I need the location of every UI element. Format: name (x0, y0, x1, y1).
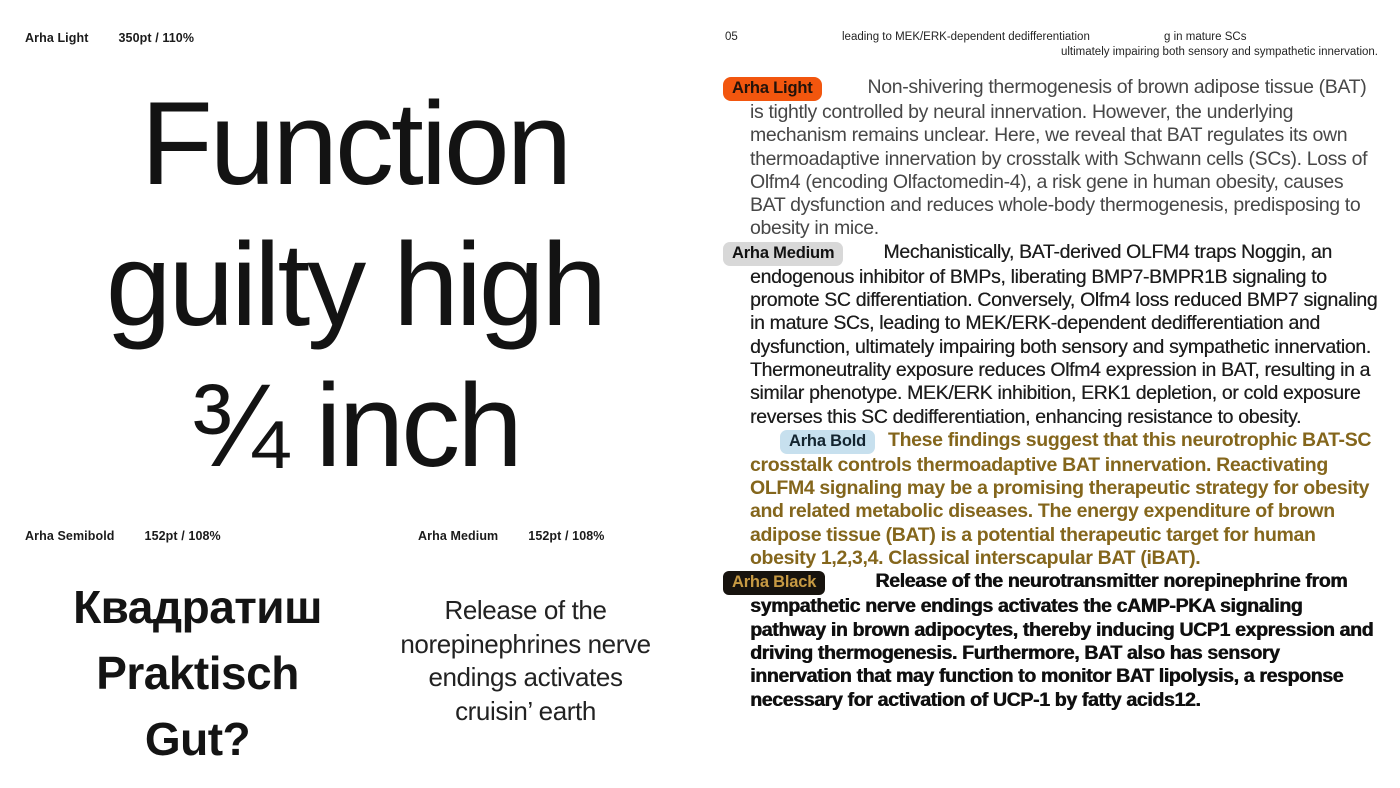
paragraph-medium (732, 240, 1380, 429)
display-line: Praktisch (96, 647, 299, 699)
display-line: guilty high (105, 219, 605, 351)
spec-label-light (25, 31, 194, 45)
display-line: Function (140, 78, 570, 210)
size-spec: 152pt / 108% (144, 529, 221, 543)
paragraph-black (732, 570, 1380, 711)
display-line: Квадратиш (73, 581, 322, 633)
paragraph-text: Mechanistically, BAT-derived OLFM4 traps Noggin, an endogenous inhibitor of BMPs, liberating BMP7-BMPR1B signaling to promote SC differentiation. Conversely, Olfm4 loss reduced BMP7 signaling in mature SCs, leading to MEK/ERK-dependent dedifferentiation and dysfunction, ultimately impairing both sensory and sympathetic innervation. Thermoneutrality exposure reduces Olfm4 expression in BAT, resulting in a similar phenotype. MEK/ERK inhibition, ERK1 depletion, or cold exposure reverses this SC dedifferentiation, enhancing resistance to obesity. (750, 240, 1378, 428)
display-sample-medium: Release of the norepinephrines nerve endings activates cruisin’ earth (400, 595, 651, 726)
header-fragment: leading to MEK/ERK-dependent dedifferentiation (842, 31, 1090, 43)
weight-name: Arha Light (25, 31, 89, 45)
paragraph-light (732, 76, 1380, 241)
paragraph-text: Release of the neurotransmitter norepinephrine from sympathetic nerve endings activates the cAMP-PKA signaling pathway in brown adipocytes, thereby inducing UCP1 expression and driving thermogenesis. Furthermore, BAT also has sensory innervation that may function to monitor BAT lipolysis, a response necessary for activation of UCP-1 by fatty acids12. (750, 570, 1374, 711)
weight-tag-arha-light: Arha Light (723, 77, 822, 101)
display-sample-semibold (10, 574, 385, 772)
weight-tag-arha-bold: Arha Bold (780, 430, 875, 454)
running-header (723, 31, 1378, 67)
specimen-text-column (723, 76, 1380, 712)
spec-label-semibold (25, 529, 221, 543)
paragraph-text: These findings suggest that this neurotrophic BAT-SC crosstalk controls thermoadaptive BAT innervation. Reactivating OLFM4 signaling may be a promising therapeutic strategy for obesity and related metabolic diseases. The energy expenditure of brown adipose tissue (BAT) is a potential therapeutic target for human obesity 1,2,3,4. Classical interscapular BAT (iBAT). (750, 428, 1372, 570)
weight-tag-arha-medium: Arha Medium (723, 242, 843, 266)
header-fragment: g in mature SCs (1164, 31, 1247, 43)
weight-name: Arha Semibold (25, 529, 115, 543)
spec-label-medium (418, 529, 605, 543)
paragraph-bold (750, 429, 1380, 570)
display-line: ¾ inch (190, 360, 520, 492)
weight-tag-arha-black: Arha Black (723, 571, 825, 595)
display-sample-light (10, 74, 700, 497)
paragraph-text: Non-shivering thermogenesis of brown adipose tissue (BAT) is tightly controlled by neural innervation. However, the underlying mechanism remains unclear. Here, we reveal that BAT regulates its own thermoadaptive innervation by crosstalk with Schwann cells (SCs). Loss of Olfm4 (encoding Olfactomedin-4), a risk gene in human obesity, causes BAT dysfunction and reduces whole-body thermogenesis, predisposing to obesity in mice. (750, 76, 1368, 240)
display-line: Gut? (144, 713, 251, 765)
size-spec: 350pt / 110% (118, 31, 195, 45)
size-spec: 152pt / 108% (528, 529, 605, 543)
page-number: 05 (725, 31, 738, 43)
header-fragment: ultimately impairing both sensory and sympathetic innervation. (1060, 46, 1378, 58)
weight-name: Arha Medium (418, 529, 499, 543)
